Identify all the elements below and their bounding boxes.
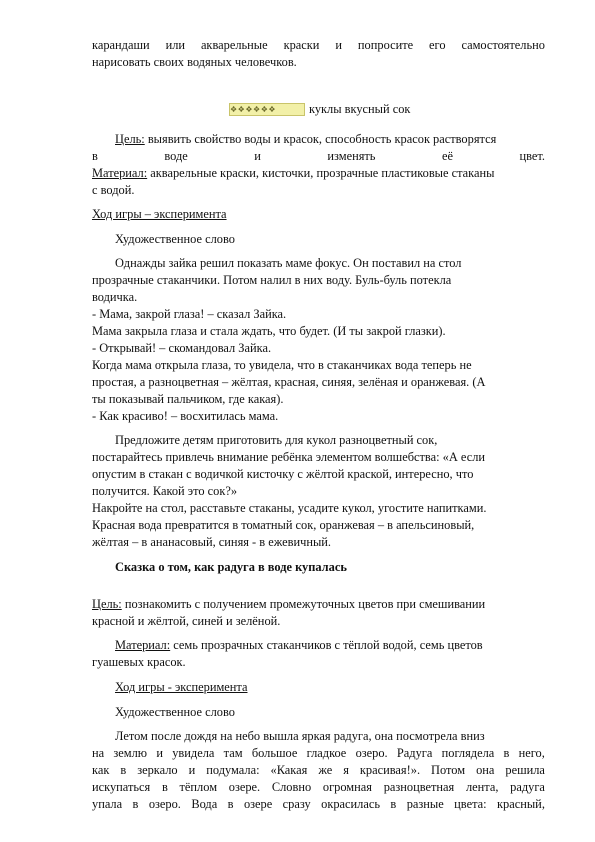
- goal-text: познакомить с получением промежуточных цветов при смешивании: [121, 597, 486, 611]
- game1-title: [229, 102, 410, 117]
- instruction-line: жёлтая – в ананасовый, синяя - в ежевичный.: [92, 535, 332, 549]
- word: тёплом: [179, 780, 218, 794]
- word: подумала:: [206, 763, 260, 777]
- game1-goal-line-2: [92, 149, 545, 164]
- word: землю: [113, 746, 148, 760]
- game2-goal-line-2: красной и жёлтой, синей и зелёной.: [92, 614, 281, 628]
- goal-label: Цель:: [92, 597, 122, 611]
- goal-text: выявить свойство воды и красок, способность красок растворятся: [144, 132, 497, 146]
- word: сразу: [282, 797, 311, 811]
- word: и: [254, 149, 261, 163]
- story-line: - Мама, закрой глаза! – сказал Зайка.: [92, 307, 287, 321]
- game2-goal: [92, 597, 485, 612]
- game2-title: Сказка о том, как радуга в воде купалась: [115, 560, 347, 574]
- word: изменять: [327, 149, 376, 163]
- word: попросите: [357, 38, 414, 52]
- game2-story-line: [92, 746, 545, 761]
- story-line: Когда мама открыла глаза, то увидела, что в стаканчиках вода теперь не: [92, 358, 472, 372]
- word: в: [92, 149, 98, 163]
- story-line: Мама закрыла глаза и стала ждать, что будет. (И ты закрой глазки).: [92, 324, 446, 338]
- word: самостоятельно: [461, 38, 545, 52]
- story-line: простая, а разноцветная – жёлтая, красная, синяя, зелёная и оранжевая. (А: [92, 375, 486, 389]
- word: его: [429, 38, 446, 52]
- game1-material: [92, 166, 494, 181]
- material-label: Материал:: [115, 638, 171, 652]
- word: же: [318, 763, 333, 777]
- instruction-line: Красная вода превратится в томатный сок, оранжевая – в апельсиновый,: [92, 518, 475, 532]
- word: акварельные: [200, 38, 268, 52]
- word: озеро.: [355, 746, 388, 760]
- instruction-line: опустим в стакан с водичкой кисточку с жёлтой краской, интересно, что: [92, 467, 474, 481]
- word: Словно: [271, 780, 312, 794]
- word: разноцветная: [383, 780, 455, 794]
- word: как: [92, 763, 110, 777]
- word: решила: [505, 763, 545, 777]
- word: и: [188, 763, 196, 777]
- word: воде: [164, 149, 188, 163]
- game1-process-heading: Ход игры – эксперимента: [92, 207, 227, 221]
- word: краски: [283, 38, 320, 52]
- word: радуга: [510, 780, 545, 794]
- word: красный,: [497, 797, 545, 811]
- word: огромная: [322, 780, 372, 794]
- story-line: ты показывай пальчиком, где какая).: [92, 392, 284, 406]
- word: в: [390, 797, 397, 811]
- word: «Какая: [270, 763, 308, 777]
- goal-label: Цель:: [115, 132, 145, 146]
- word: окрасилась: [321, 797, 380, 811]
- material-label: Материал:: [92, 166, 148, 180]
- word: там: [223, 746, 243, 760]
- game2-material-line-2: гуашевых красок.: [92, 655, 186, 669]
- word: озере.: [228, 780, 261, 794]
- story-line: Однажды зайка решил показать маме фокус. Он поставил на стол: [115, 256, 462, 270]
- story-line: - Открывай! – скомандовал Зайка.: [92, 341, 272, 355]
- word: и: [156, 746, 163, 760]
- game2-material: [115, 638, 483, 653]
- word: большое: [251, 746, 298, 760]
- word: я: [343, 763, 349, 777]
- story-line: - Как красиво! – восхитилась мама.: [92, 409, 279, 423]
- word: в: [161, 780, 168, 794]
- word: озере: [243, 797, 273, 811]
- instruction-line: получится. Какой это сок?»: [92, 484, 238, 498]
- word: или: [165, 38, 186, 52]
- intro-line-2: нарисовать своих водяных человечков.: [92, 55, 297, 69]
- game2-process-heading: Ход игры - эксперимента: [115, 680, 248, 694]
- word: Радуга: [396, 746, 433, 760]
- game2-art-word: Художественное слово: [115, 705, 235, 719]
- word: Вода: [191, 797, 218, 811]
- word: цвет.: [519, 149, 545, 163]
- word: Потом: [431, 763, 466, 777]
- intro-line-1: [92, 38, 545, 53]
- game1-art-word: Художественное слово: [115, 232, 235, 246]
- instruction-line: Предложите детям приготовить для кукол разноцветный сок,: [115, 433, 438, 447]
- game2-story-line: [92, 780, 545, 795]
- word: в: [503, 746, 510, 760]
- word: карандаши: [92, 38, 150, 52]
- word: и: [335, 38, 342, 52]
- material-text: акварельные краски, кисточки, прозрачные пластиковые стаканы: [147, 166, 495, 180]
- game1-title-text: куклы вкусный сок: [309, 102, 411, 116]
- word: искупаться: [92, 780, 151, 794]
- word: поглядела: [441, 746, 495, 760]
- word: в: [120, 763, 127, 777]
- word: на: [92, 746, 105, 760]
- word: зеркало: [137, 763, 178, 777]
- story-line: прозрачные стаканчики. Потом налил в них воду. Буль-буль потекла: [92, 273, 452, 287]
- game2-story-line-1: Летом после дождя на небо вышла яркая радуга, она посмотрела вниз: [115, 729, 485, 743]
- word: цвета:: [454, 797, 487, 811]
- word: гладкое: [306, 746, 347, 760]
- material-text: семь прозрачных стаканчиков с тёплой водой, семь цветов: [170, 638, 483, 652]
- word: озеро.: [148, 797, 181, 811]
- word: него,: [518, 746, 545, 760]
- word: в: [227, 797, 234, 811]
- game1-material-line-2: с водой.: [92, 183, 135, 197]
- instruction-line: постарайтесь привлечь внимание ребёнка элементом волшебства: «А если: [92, 450, 486, 464]
- instruction-line: Накройте на стол, расставьте стаканы, усадите кукол, угостите напитками.: [92, 501, 487, 515]
- game2-story-line: [92, 763, 545, 778]
- game1-goal: [115, 132, 496, 147]
- highlight-mark-icon: ❖❖❖❖❖❖: [229, 103, 305, 116]
- word: увидела: [172, 746, 215, 760]
- word: разные: [406, 797, 444, 811]
- word: красивая!».: [359, 763, 421, 777]
- word: упала: [92, 797, 123, 811]
- story-line: водичка.: [92, 290, 138, 304]
- word: в: [132, 797, 139, 811]
- word: лента,: [465, 780, 499, 794]
- game2-story-line: [92, 797, 545, 812]
- word: она: [476, 763, 495, 777]
- word: её: [441, 149, 453, 163]
